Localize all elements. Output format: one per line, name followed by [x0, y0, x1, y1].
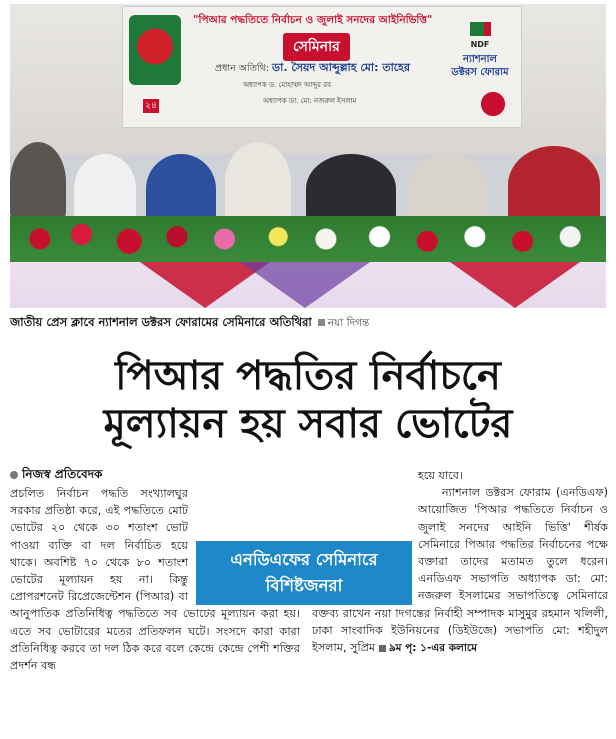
banner-chief-guest-name: ডা. সৈয়দ আব্দুল্লাহ মো: তাহের: [272, 61, 411, 74]
byline-bullet-icon: [10, 471, 18, 479]
guest-figure: [10, 142, 66, 222]
news-photo: [10, 4, 606, 308]
credit-square-icon: [318, 319, 325, 326]
byline: [10, 466, 102, 486]
caption-text: জাতীয় প্রেস ক্লাবে ন্যাশনাল ডক্টরস ফোরামের সেমিনারে অতিথিরা: [10, 315, 312, 329]
ndf-abbr: NDF: [470, 40, 490, 49]
article-paragraph: হয়ে যাবে।: [418, 469, 463, 482]
banner-splash-graphic: [473, 87, 513, 121]
pull-quote: [196, 541, 412, 605]
guest-figure: [306, 154, 396, 224]
seminar-banner: [122, 6, 522, 128]
guest-figure: [74, 154, 136, 224]
article-paragraph: প্রচলিত নির্বাচন পদ্ধতি সংখ্যালঘুর সরকার প্রতিষ্ঠা করে, এই পদ্ধতিতে মোট ভোটের ২০ থেকে ৩০ শতাংশ ভোট পাওয়া ব্যক্তি বা দল নির্বাচিত হয়ে থাকে। অবশিষ্ট ৭০ থেকে ৮০ শতাংশ ভোটের মূল্যায়ন হয় না। কিন্তু প্রোপরশনেট রিপ্রেজেন্টেশন (পিআর) বা আনুপাতিক প্রতিনিধিত্ব পদ্ধতিতে সব ভোটের মূল্যায়ন করা হয়। এতে সব ভোটারের মতের প্রতিফলন ঘটে। সংসদে কারা কারা প্রতিনিধিত্ব করবে তা দল ঠিক করে বলে কেন্দ্রে কেন্দ্রে পেশী শক্তির প্রদর্শন বন্ধ: [10, 487, 300, 673]
banner-date: ২৪: [143, 99, 159, 113]
ndf-logo-block: [451, 21, 509, 79]
banner-speaker-1: অধ্যাপক ড. মোহাম্মদ আব্দুর রব: [243, 81, 331, 89]
banner-title: "পিআর পদ্ধতিতে নির্বাচন ও জুলাই সনদের আইনিভিত্তি": [193, 14, 433, 26]
continuation-jump: [379, 642, 477, 654]
guest-figure: [408, 154, 488, 224]
jump-text: ৯ম পৃ: ১-এর কলামে: [388, 642, 477, 655]
ndf-name: ন্যাশনাল ডক্টরস ফোরাম: [451, 54, 509, 78]
byline-text: নিজস্ব প্রতিবেদক: [22, 467, 103, 481]
guest-figure: [508, 146, 600, 224]
banner-seminar-label: সেমিনার: [283, 33, 350, 61]
banner-speaker-2: অধ্যাপক ডা. মো: নজরুল ইসলাম: [263, 97, 357, 105]
headline-line-2: মূল্যায়ন হয় সবার ভোটের: [103, 400, 513, 447]
photo-caption: [10, 314, 606, 334]
headline: [0, 352, 616, 448]
flower-arrangement: [10, 216, 606, 262]
guest-figure: [146, 154, 216, 224]
pull-quote-line-2: বিশিষ্টজনরা: [265, 576, 343, 595]
article-paragraph-text: ন্যাশনাল ডক্টরস ফোরাম (এনডিএফ) আয়োজিত 'পিআর পদ্ধতিতে নির্বাচন ও জুলাই সনদের আইনি ভিত্তি' শীর্ষক সেমিনারে পিআর পদ্ধতির নির্বাচনের পক্ষে বক্তারা তাদের মতামত তুলে ধরেন। এনডিএফ সভাপতি অধ্যাপক ডা: মো: নজরুল ইসলামের সভাপতিত্বে সেমিনারে বক্তব্য রাখেন নয়া দিগন্তের নির্বাহী সম্পাদক মাসুমুর রহমান খলিলী, ঢাকা সাংবাদিক ইউনিয়নের (ডিইউজে) সভাপতি মো: শহীদুল ইসলাম, সুপ্রিম: [312, 486, 608, 655]
banner-chief-guest: [215, 59, 410, 78]
banner-flag-graphic: [129, 15, 181, 85]
pull-quote-line-1: এনডিএফের সেমিনারে: [230, 550, 378, 569]
photo-credit: নয়া দিগন্ত: [327, 317, 370, 329]
banner-chief-guest-label: প্রধান অতিথি:: [215, 63, 270, 74]
guest-figure: [225, 142, 291, 222]
jump-square-icon: [379, 645, 386, 652]
article-column-left: [10, 485, 300, 725]
headline-line-1: পিআর পদ্ধতির নির্বাচনে: [115, 352, 501, 399]
ndf-logo-icon: [470, 22, 491, 36]
